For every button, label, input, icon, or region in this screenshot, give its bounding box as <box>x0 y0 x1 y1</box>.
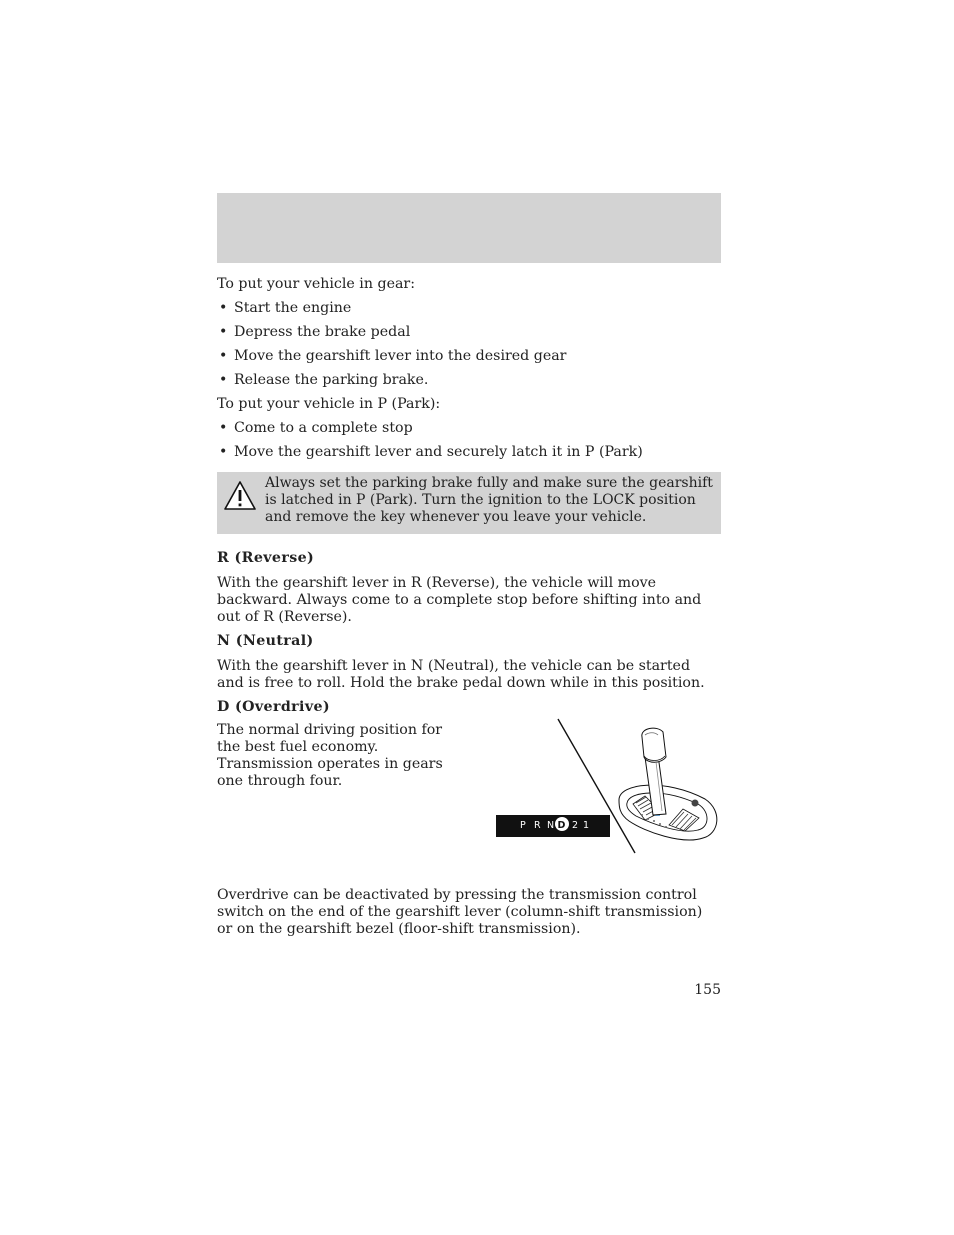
page-number: 155 <box>694 982 721 998</box>
overdrive-row <box>217 722 721 877</box>
indicator-n: N <box>547 820 555 831</box>
warning-text: Always set the parking brake fully and make sure the gearshift is latched in P (Park). Turn the ignition to the LOCK position and remove the key whenever you leave your vehicle. <box>265 475 713 525</box>
warning-box <box>217 472 721 534</box>
overdrive-body: The normal driving position for the best fuel economy. Transmission operates in gears one through four. <box>217 722 443 789</box>
gear-steps-list <box>217 300 721 389</box>
intro-park: To put your vehicle in P (Park): <box>217 396 441 412</box>
list-item: • Release the parking brake. <box>217 372 721 389</box>
reverse-heading: R (Reverse) <box>217 550 315 566</box>
list-item: • Move the gearshift lever and securely latch it in P (Park) <box>217 444 721 461</box>
page-content <box>217 276 721 945</box>
neutral-heading: N (Neutral) <box>217 633 314 649</box>
list-item: • Come to a complete stop <box>217 420 721 437</box>
list-item: • Start the engine <box>217 300 721 317</box>
indicator-2: 2 <box>572 820 579 831</box>
indicator-base <box>496 832 610 837</box>
reverse-body: With the gearshift lever in R (Reverse), the vehicle will move backward. Always come to a complete stop before shifting into and out of R (Reverse). <box>217 575 702 625</box>
park-steps-list <box>217 420 721 461</box>
overdrive-note: Overdrive can be deactivated by pressing the transmission control switch on the end of the gearshift lever (column-shift transmission) or on the gearshift bezel (floor-shift transmission). <box>217 887 703 937</box>
neutral-body: With the gearshift lever in N (Neutral), the vehicle can be started and is free to roll. Hold the brake pedal down while in this position. <box>217 658 705 691</box>
list-item: • Move the gearshift lever into the desired gear <box>217 348 721 365</box>
indicator-r: R <box>534 820 541 831</box>
indicator-1: 1 <box>583 820 590 831</box>
list-item: • Depress the brake pedal <box>217 324 721 341</box>
intro-gear: To put your vehicle in gear: <box>217 276 415 292</box>
indicator-d: D <box>557 820 566 831</box>
indicator-p: P <box>520 820 526 831</box>
shifter-bezel <box>619 785 717 840</box>
gearshift-illustration <box>495 717 721 865</box>
overdrive-heading: D (Overdrive) <box>217 699 331 715</box>
warning-triangle-icon <box>223 479 257 513</box>
section-header-bar <box>217 193 721 263</box>
